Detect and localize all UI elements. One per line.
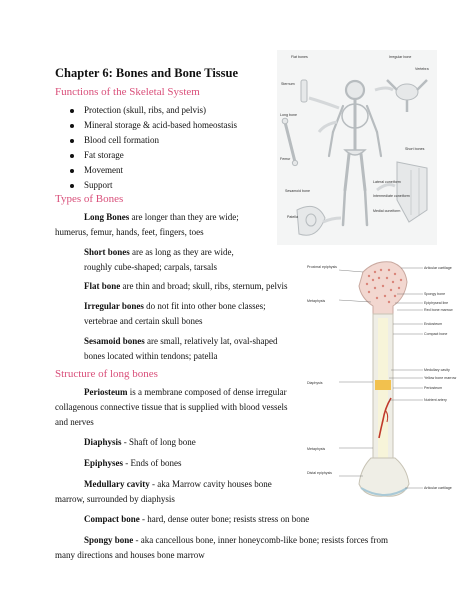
sesamoid-bones-paragraph [55, 334, 315, 364]
label-sternum: Sternum [281, 82, 295, 86]
term: Irregular bones [84, 301, 144, 311]
label-long-bone: Long bone [280, 113, 297, 117]
term: Periosteum [84, 387, 128, 397]
term: Diaphysis [84, 437, 122, 447]
term: Spongy bone [84, 535, 134, 545]
epiphyses-paragraph [55, 456, 182, 471]
label-short-bones: Short bones [405, 147, 425, 151]
term: Flat bone [84, 281, 121, 291]
label-flat-bones: Flat bones [291, 55, 308, 59]
irregular-bones-paragraph [55, 299, 315, 329]
definition: roughly cube-shaped; carpals, tarsals [84, 262, 217, 272]
label-vertebra: Vertebra [415, 67, 429, 71]
label-epiphyseal-line: Epiphyseal line [424, 301, 449, 305]
definition: do not fit into other bone classes; [143, 301, 266, 311]
flat-bones-paragraph [55, 279, 335, 294]
label-distal-epiphysis: Distal epiphysis [307, 471, 332, 475]
list-item: Mineral storage & acid-based homeostasis [70, 118, 237, 133]
list-item: Protection (skull, ribs, and pelvis) [70, 103, 237, 118]
label-periosteum: Periosteum [424, 386, 443, 390]
compact-bone-paragraph [55, 512, 309, 527]
label-compact-bone: Compact bone [424, 332, 448, 336]
short-bones-paragraph [55, 245, 285, 275]
list-item: Support [70, 178, 237, 193]
definition: are longer than they are wide; [129, 212, 239, 222]
definition: are small, relatively lat, oval-shaped [144, 336, 278, 346]
term: Short bones [84, 247, 130, 257]
medullary-paragraph [55, 477, 315, 507]
definition: collagenous connective tissue that is supplied with blood vessels [55, 402, 288, 412]
periosteum-paragraph [55, 385, 315, 430]
term: Compact bone [84, 514, 140, 524]
sternum-illustration [301, 80, 307, 102]
definition: many directions and houses bone marrow [55, 550, 205, 560]
label-medial-cuneiform: Medial cuneiform [373, 209, 401, 213]
functions-list [70, 103, 237, 193]
label-yellow-bone-marrow: Yellow bone marrow [424, 376, 457, 380]
list-item: Blood cell formation [70, 133, 237, 148]
term: Long Bones [84, 212, 130, 222]
term: Medullary cavity [84, 479, 150, 489]
label-proximal-epiphysis: Proximal epiphysis [307, 265, 337, 269]
types-heading: Types of Bones [55, 193, 124, 205]
label-endosteum: Endosteum [424, 322, 443, 326]
definition: are as long as they are wide, [129, 247, 234, 257]
label-spongy-bone: Spongy bone [424, 292, 446, 296]
functions-heading: Functions of the Skeletal System [55, 86, 200, 98]
diaphysis-paragraph [55, 435, 196, 450]
definition: marrow, surrounded by diaphysis [55, 494, 175, 504]
list-item: Fat storage [70, 148, 237, 163]
definition: and nerves [55, 417, 94, 427]
definition: is a membrane composed of dense irregular [127, 387, 287, 397]
label-intermediate-cuneiform: Intermediate cuneiform [373, 194, 410, 198]
label-patella: Patella [287, 215, 298, 219]
long-bone-illustration [359, 262, 409, 497]
definition: - Shaft of long bone [121, 437, 196, 447]
long-bones-paragraph [55, 210, 285, 240]
label-articular-cartilage-bottom: Articular cartilage [424, 486, 452, 490]
definition: - Ends of bones [123, 458, 182, 468]
yellow-marrow-window [375, 380, 391, 390]
bone-classification-figure [277, 50, 437, 245]
label-diaphysis: Diaphysis [307, 381, 323, 385]
label-medullary-cavity: Medullary cavity [424, 368, 450, 372]
definition: - hard, dense outer bone; resists stress on bone [139, 514, 310, 524]
definition: bones located within tendons; patella [84, 351, 218, 361]
label-metaphysis-bottom: Metaphysis [307, 447, 326, 451]
definition: are thin and broad; skull, ribs, sternum, pelvis [120, 281, 288, 291]
structure-heading: Structure of long bones [55, 368, 158, 380]
label-nutrient-artery: Nutrient artery [424, 398, 447, 402]
term: Epiphyses [84, 458, 124, 468]
label-irregular-bone: Irregular bone [389, 55, 412, 59]
definition: humerus, femur, hands, feet, fingers, toes [55, 227, 204, 237]
label-articular-cartilage-top: Articular cartilage [424, 266, 452, 270]
spongy-bone-paragraph [55, 533, 435, 563]
definition: - aka cancellous bone, inner honeycomb-like bone; resists forces from [133, 535, 388, 545]
label-lateral-cuneiform: Lateral cuneiform [373, 180, 401, 184]
label-sesamoid-bone: Sesamoid bone [285, 189, 310, 193]
label-red-bone-marrow: Red bone marrow [424, 308, 453, 312]
long-bone-structure-figure [305, 258, 465, 502]
definition: vertebrae and certain skull bones [84, 316, 203, 326]
chapter-title: Chapter 6: Bones and Bone Tissue [55, 66, 239, 80]
list-item: Movement [70, 163, 237, 178]
label-metaphysis-top: Metaphysis [307, 299, 326, 303]
term: Sesamoid bones [84, 336, 145, 346]
definition: - aka Marrow cavity houses bone [149, 479, 272, 489]
label-femur: Femur [280, 157, 291, 161]
